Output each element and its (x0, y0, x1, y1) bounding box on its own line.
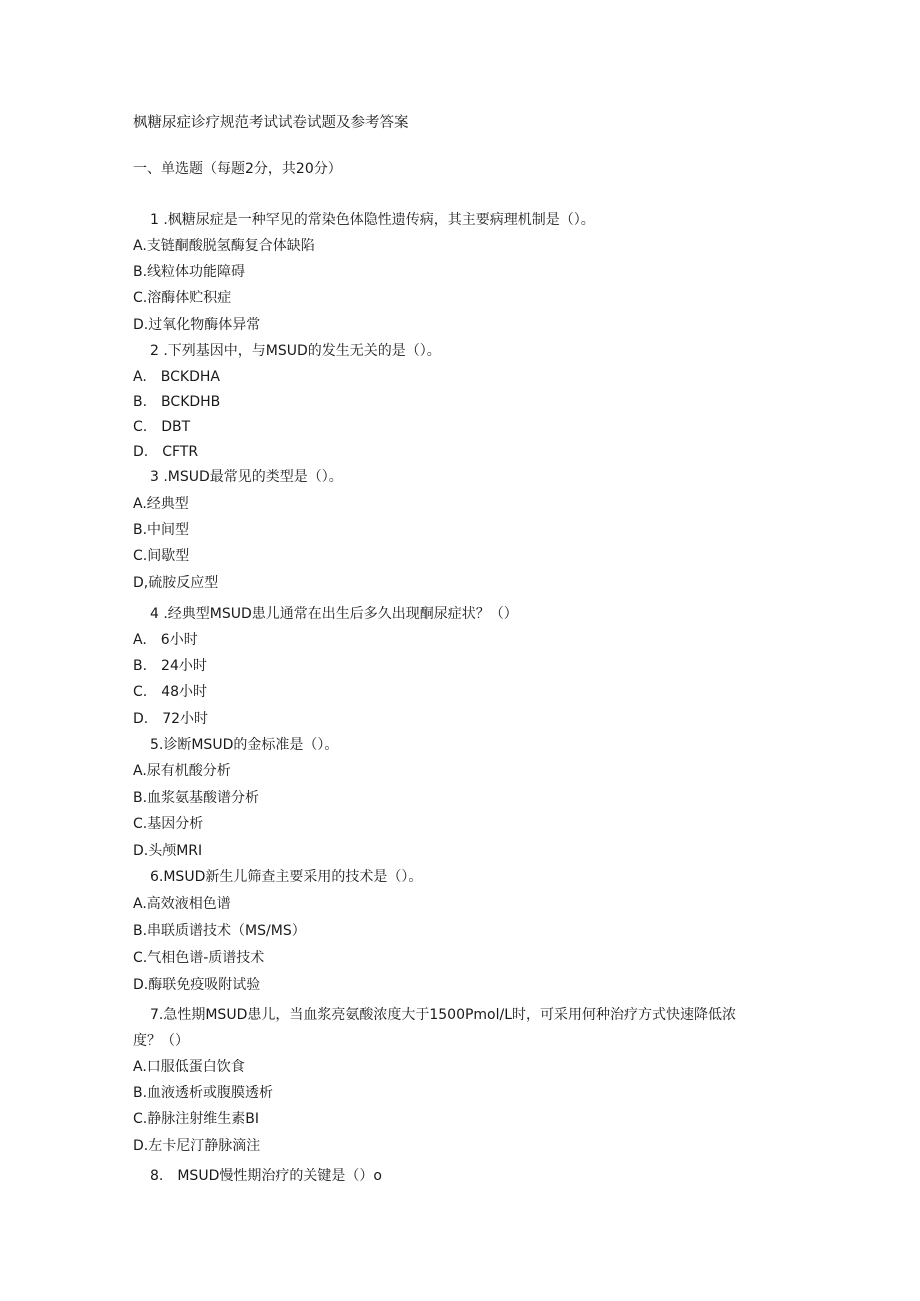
question-1-option-a: A.支链酮酸脱氢酶复合体缺陷 (133, 238, 315, 254)
question-5: 5.诊断MSUD的金标准是（）。 (150, 737, 339, 753)
question-2: 2 .下列基因中，与MSUD的发生无关的是（）。 (150, 343, 441, 359)
question-2-option-d: D. CFTR (133, 444, 199, 460)
question-3: 3 .MSUD最常见的类型是（）。 (150, 469, 343, 485)
document-title: 枫糖尿症诊疗规范考试试卷试题及参考答案 (133, 115, 409, 131)
question-7-line-2: 度？（） (133, 1033, 189, 1049)
question-5-option-a: A.尿有机酸分析 (133, 763, 231, 779)
question-4: 4 .经典型MSUD患儿通常在出生后多久出现酮尿症状？（） (150, 606, 518, 622)
question-1: 1 .枫糖尿症是一种罕见的常染色体隐性遗传病，其主要病理机制是（）。 (150, 212, 595, 228)
question-2-option-a: A. BCKDHA (133, 369, 220, 385)
question-4-option-a: A. 6小时 (133, 632, 198, 648)
question-7-option-a: A.口服低蛋白饮食 (133, 1059, 245, 1075)
question-6-option-d: D.酶联免疫吸附试验 (133, 977, 261, 993)
question-4-option-b: B. 24小时 (133, 658, 207, 674)
question-7-option-c: C.静脉注射维生素BI (133, 1111, 259, 1127)
section-heading: 一、单选题（每题2分，共20分） (133, 161, 342, 177)
question-5-option-b: B.血浆氨基酸谱分析 (133, 790, 260, 806)
question-2-option-c: C. DBT (133, 419, 191, 435)
question-1-option-b: B.线粒体功能障碍 (133, 264, 246, 280)
question-1-option-d: D.过氧化物酶体异常 (133, 317, 261, 333)
question-5-option-d: D.头颅MRI (133, 843, 203, 859)
question-3-option-d: D,硫胺反应型 (133, 575, 219, 591)
question-6-option-a: A.高效液相色谱 (133, 896, 231, 912)
question-6-option-c: C.气相色谱-质谱技术 (133, 950, 265, 966)
question-7-line-1: 7.急性期MSUD患儿，当血浆亮氨酸浓度大于1500Pmol/L时，可采用何种治疗方式快速降低浓 (150, 1007, 737, 1023)
question-4-option-d: D. 72小时 (133, 711, 209, 727)
question-2-option-b: B. BCKDHB (133, 394, 221, 410)
question-6-option-b: B.串联质谱技术（MS/MS） (133, 923, 306, 939)
question-7-option-b: B.血液透析或腹膜透析 (133, 1085, 274, 1101)
question-3-option-b: B.中间型 (133, 522, 190, 538)
question-8: 8. MSUD慢性期治疗的关键是（）o (150, 1168, 382, 1184)
question-6: 6.MSUD新生儿筛查主要采用的技术是（）。 (150, 869, 423, 885)
question-1-option-c: C.溶酶体贮积症 (133, 290, 232, 306)
question-4-option-c: C. 48小时 (133, 684, 208, 700)
question-7-option-d: D.左卡尼汀静脉滴注 (133, 1138, 261, 1154)
question-3-option-a: A.经典型 (133, 496, 189, 512)
question-5-option-c: C.基因分析 (133, 816, 204, 832)
question-3-option-c: C.间歇型 (133, 548, 190, 564)
